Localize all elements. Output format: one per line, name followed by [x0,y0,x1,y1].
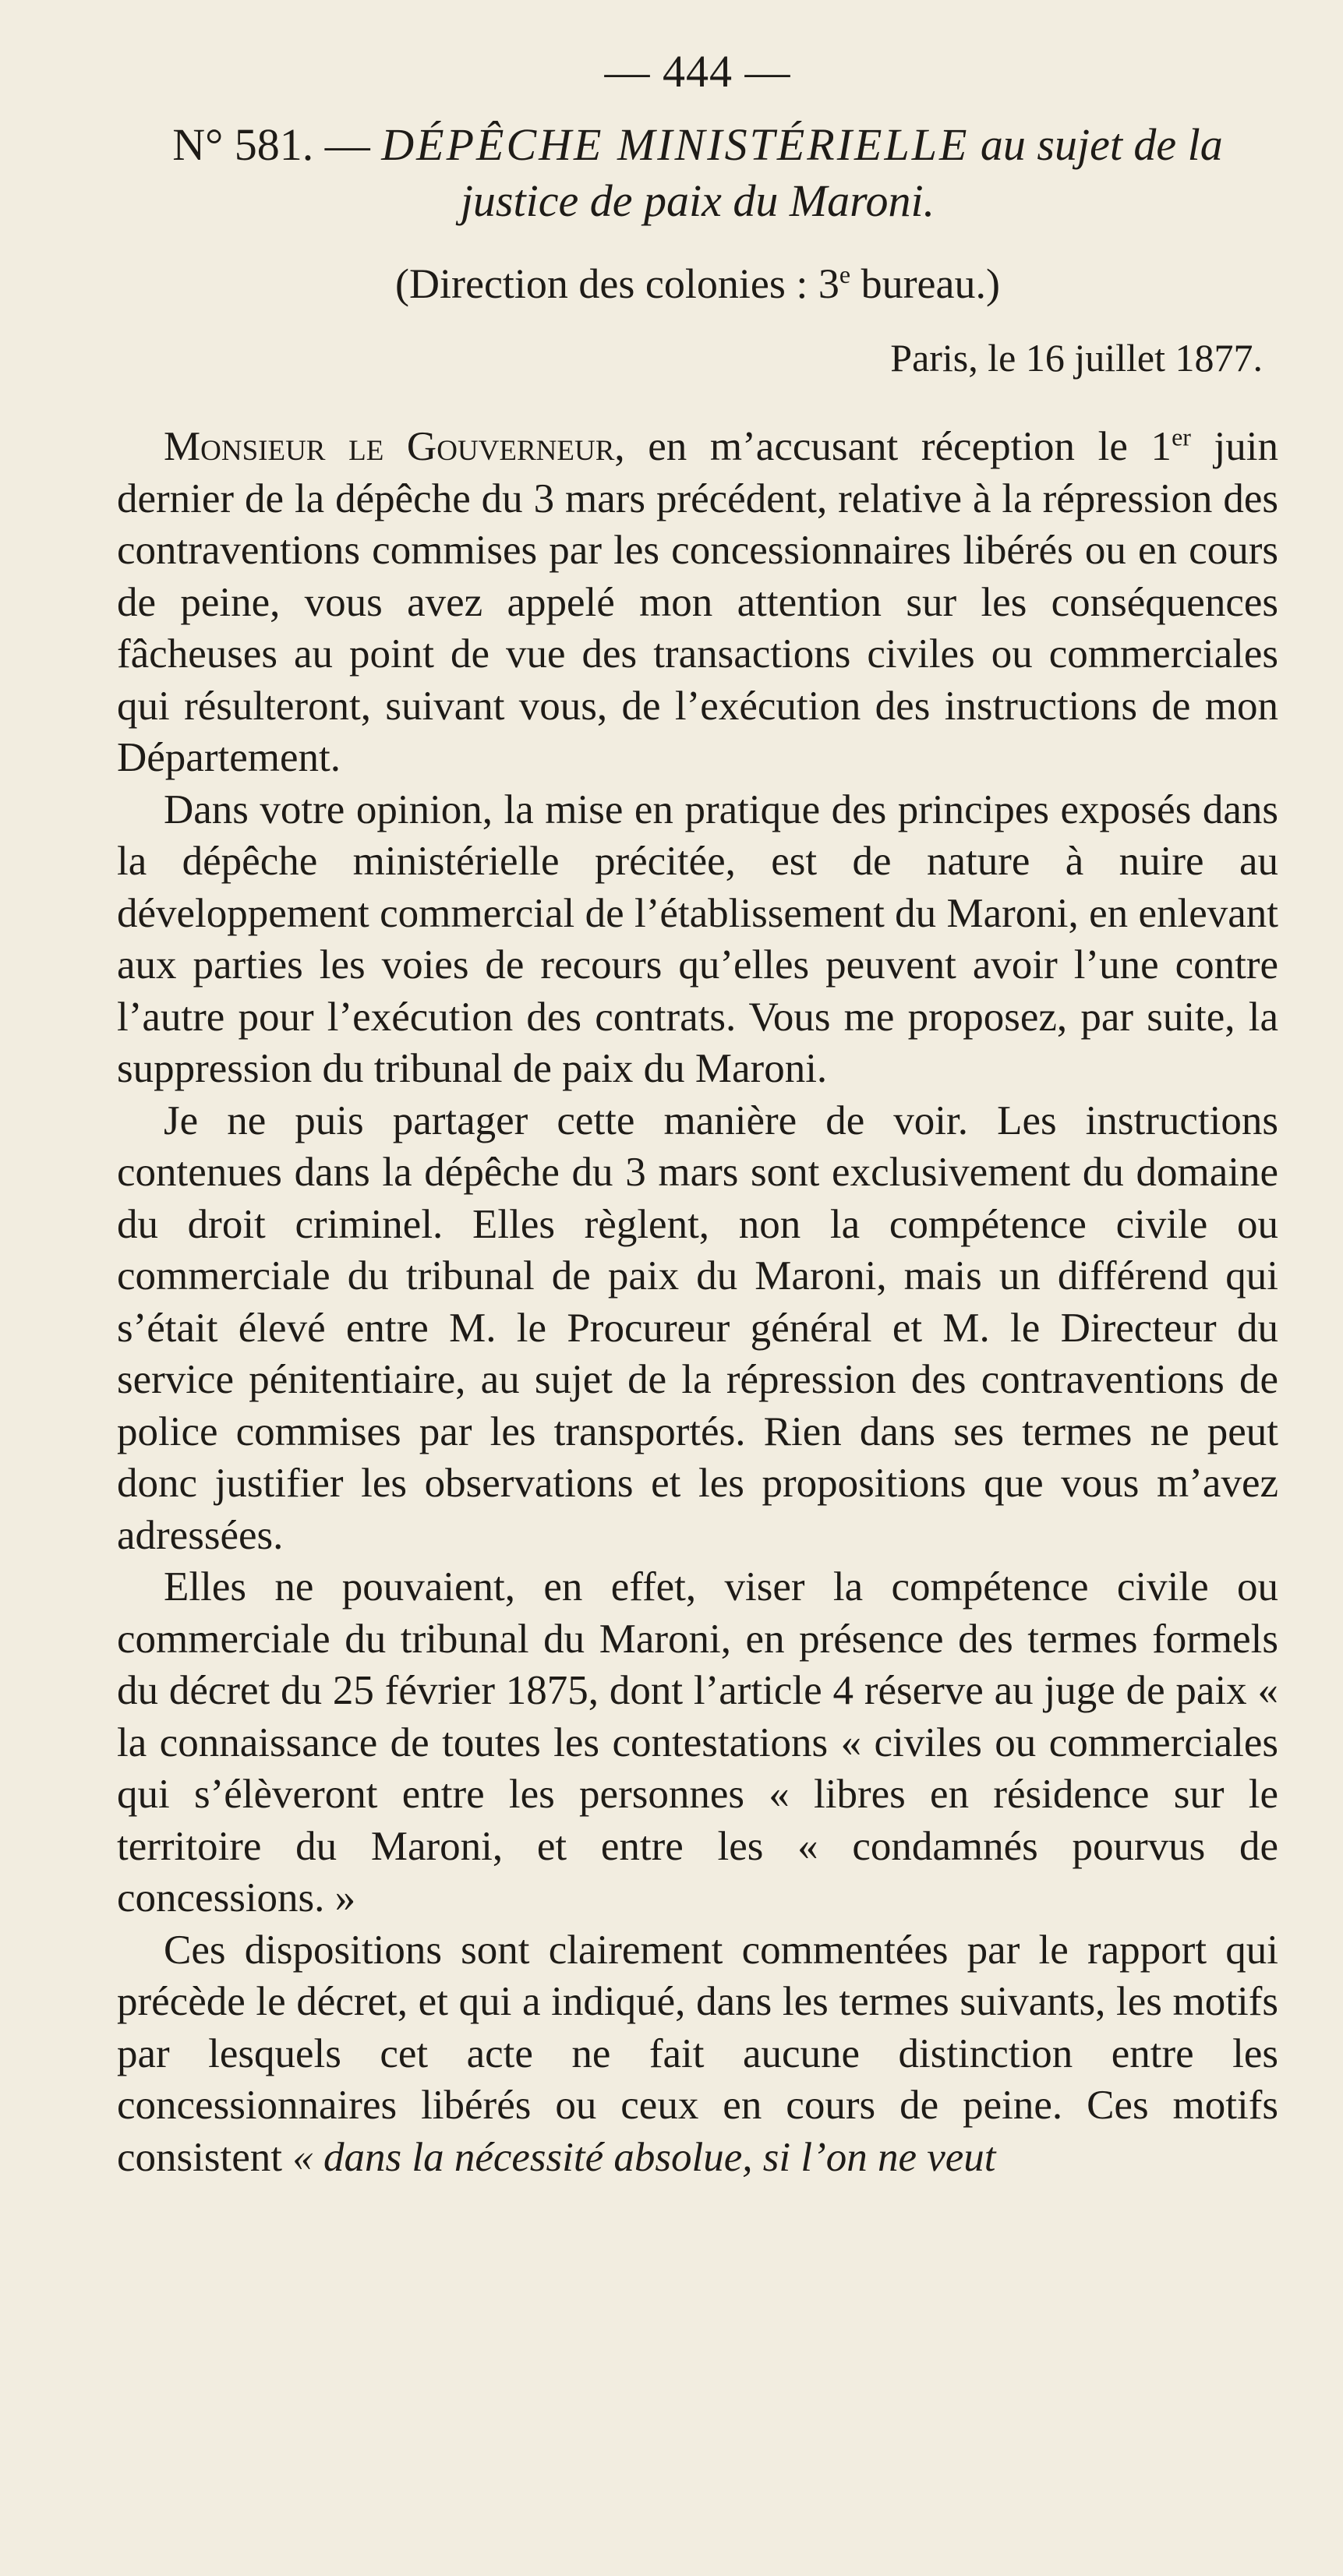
date-line: Paris, le 16 juillet 1877. [890,336,1263,380]
document-number: N° 581. [172,119,314,170]
paragraph-4: Elles ne pouvaient, en effet, viser la compétence civile ou commerciale du tribunal du Maroni, en présence des termes formels du décret du 25 février 1875, dont l’article 4 réserve au juge de paix « la connaissance de toutes les contestations « civiles ou commerciales qui s’élèveront entre les personnes « libres en résidence sur le territoire du Maroni, et entre les « condamnés pourvus de concessions. » [117,1564,1278,1921]
direction-text-before: (Direction des colonies : 3 [395,260,839,307]
title-dash: — [313,119,382,170]
document-body [117,421,1278,2183]
direction-line [117,260,1278,308]
title-subject-part-1: au sujet de la [969,119,1223,170]
salutation: Monsieur le Gouverneur [164,424,615,469]
document-page [117,0,1278,2576]
paragraph-2: Dans votre opinion, la mise en pratique des principes exposés dans la dépêche ministérielle précitée, est de nature à nuire au développement commercial de l’établissement du Maroni, en enlevant aux parties les voies de recours qu’elles peuvent avoir l’une contre l’autre pour l’exécution des contrats. Vous me proposez, par suite, la suppression du tribunal de paix du Maroni. [117,786,1278,1091]
title-heading: DÉPÊCHE MINISTÉRIELLE [381,119,970,170]
paragraph-5 [117,1924,1278,2184]
paragraph-3: Je ne puis partager cette manière de voir. Les instructions contenues dans la dépêche du 3 mars sont exclusivement du domaine du droit criminel. Elles règlent, non la compétence civile ou commerciale du tribunal de paix du Maroni, mais un différend qui s’était élevé entre M. le Procureur général et M. le Directeur du service pénitentiaire, au sujet de la répression des contraventions de police commises par les transportés. Rien dans ses termes ne peut donc justifier les observations et les propositions que vous m’avez adressées. [117,1097,1278,1558]
paragraph-1-superscript: er [1172,422,1191,451]
paragraph-1-text-b: juin dernier de la dépêche du 3 mars précédent, relative à la répression des contraventions commises par les concessionnaires libérés ou en cours de peine, vous avez appelé mon attention sur les conséquences fâcheuses au point de vue des transactions civiles ou commerciales qui résulteront, suivant vous, de l’exécution des instructions de mon Département. [117,424,1279,780]
title-subject-part-2: justice de paix du Maroni. [460,175,935,226]
paragraph-1-text-a: , en m’accusant réception le 1 [614,424,1172,469]
paragraph-1 [117,421,1278,784]
direction-text-after: bureau.) [850,260,1000,307]
page-number: — 444 — [604,46,791,97]
paragraph-5-text: Ces dispositions sont clairement commentées par le rapport qui précède le décret, et qui a indiqué, dans les termes suivants, les motifs par lesquels cet acte ne fait aucune distinction entre les concessionnaires libérés ou ceux en cours de peine. Ces motifs consistent [117,1927,1278,2180]
paragraph-5-quote: « dans la nécessité absolue, si l’on ne veut [292,2134,996,2180]
direction-superscript: e [839,260,851,288]
document-title [117,117,1278,229]
